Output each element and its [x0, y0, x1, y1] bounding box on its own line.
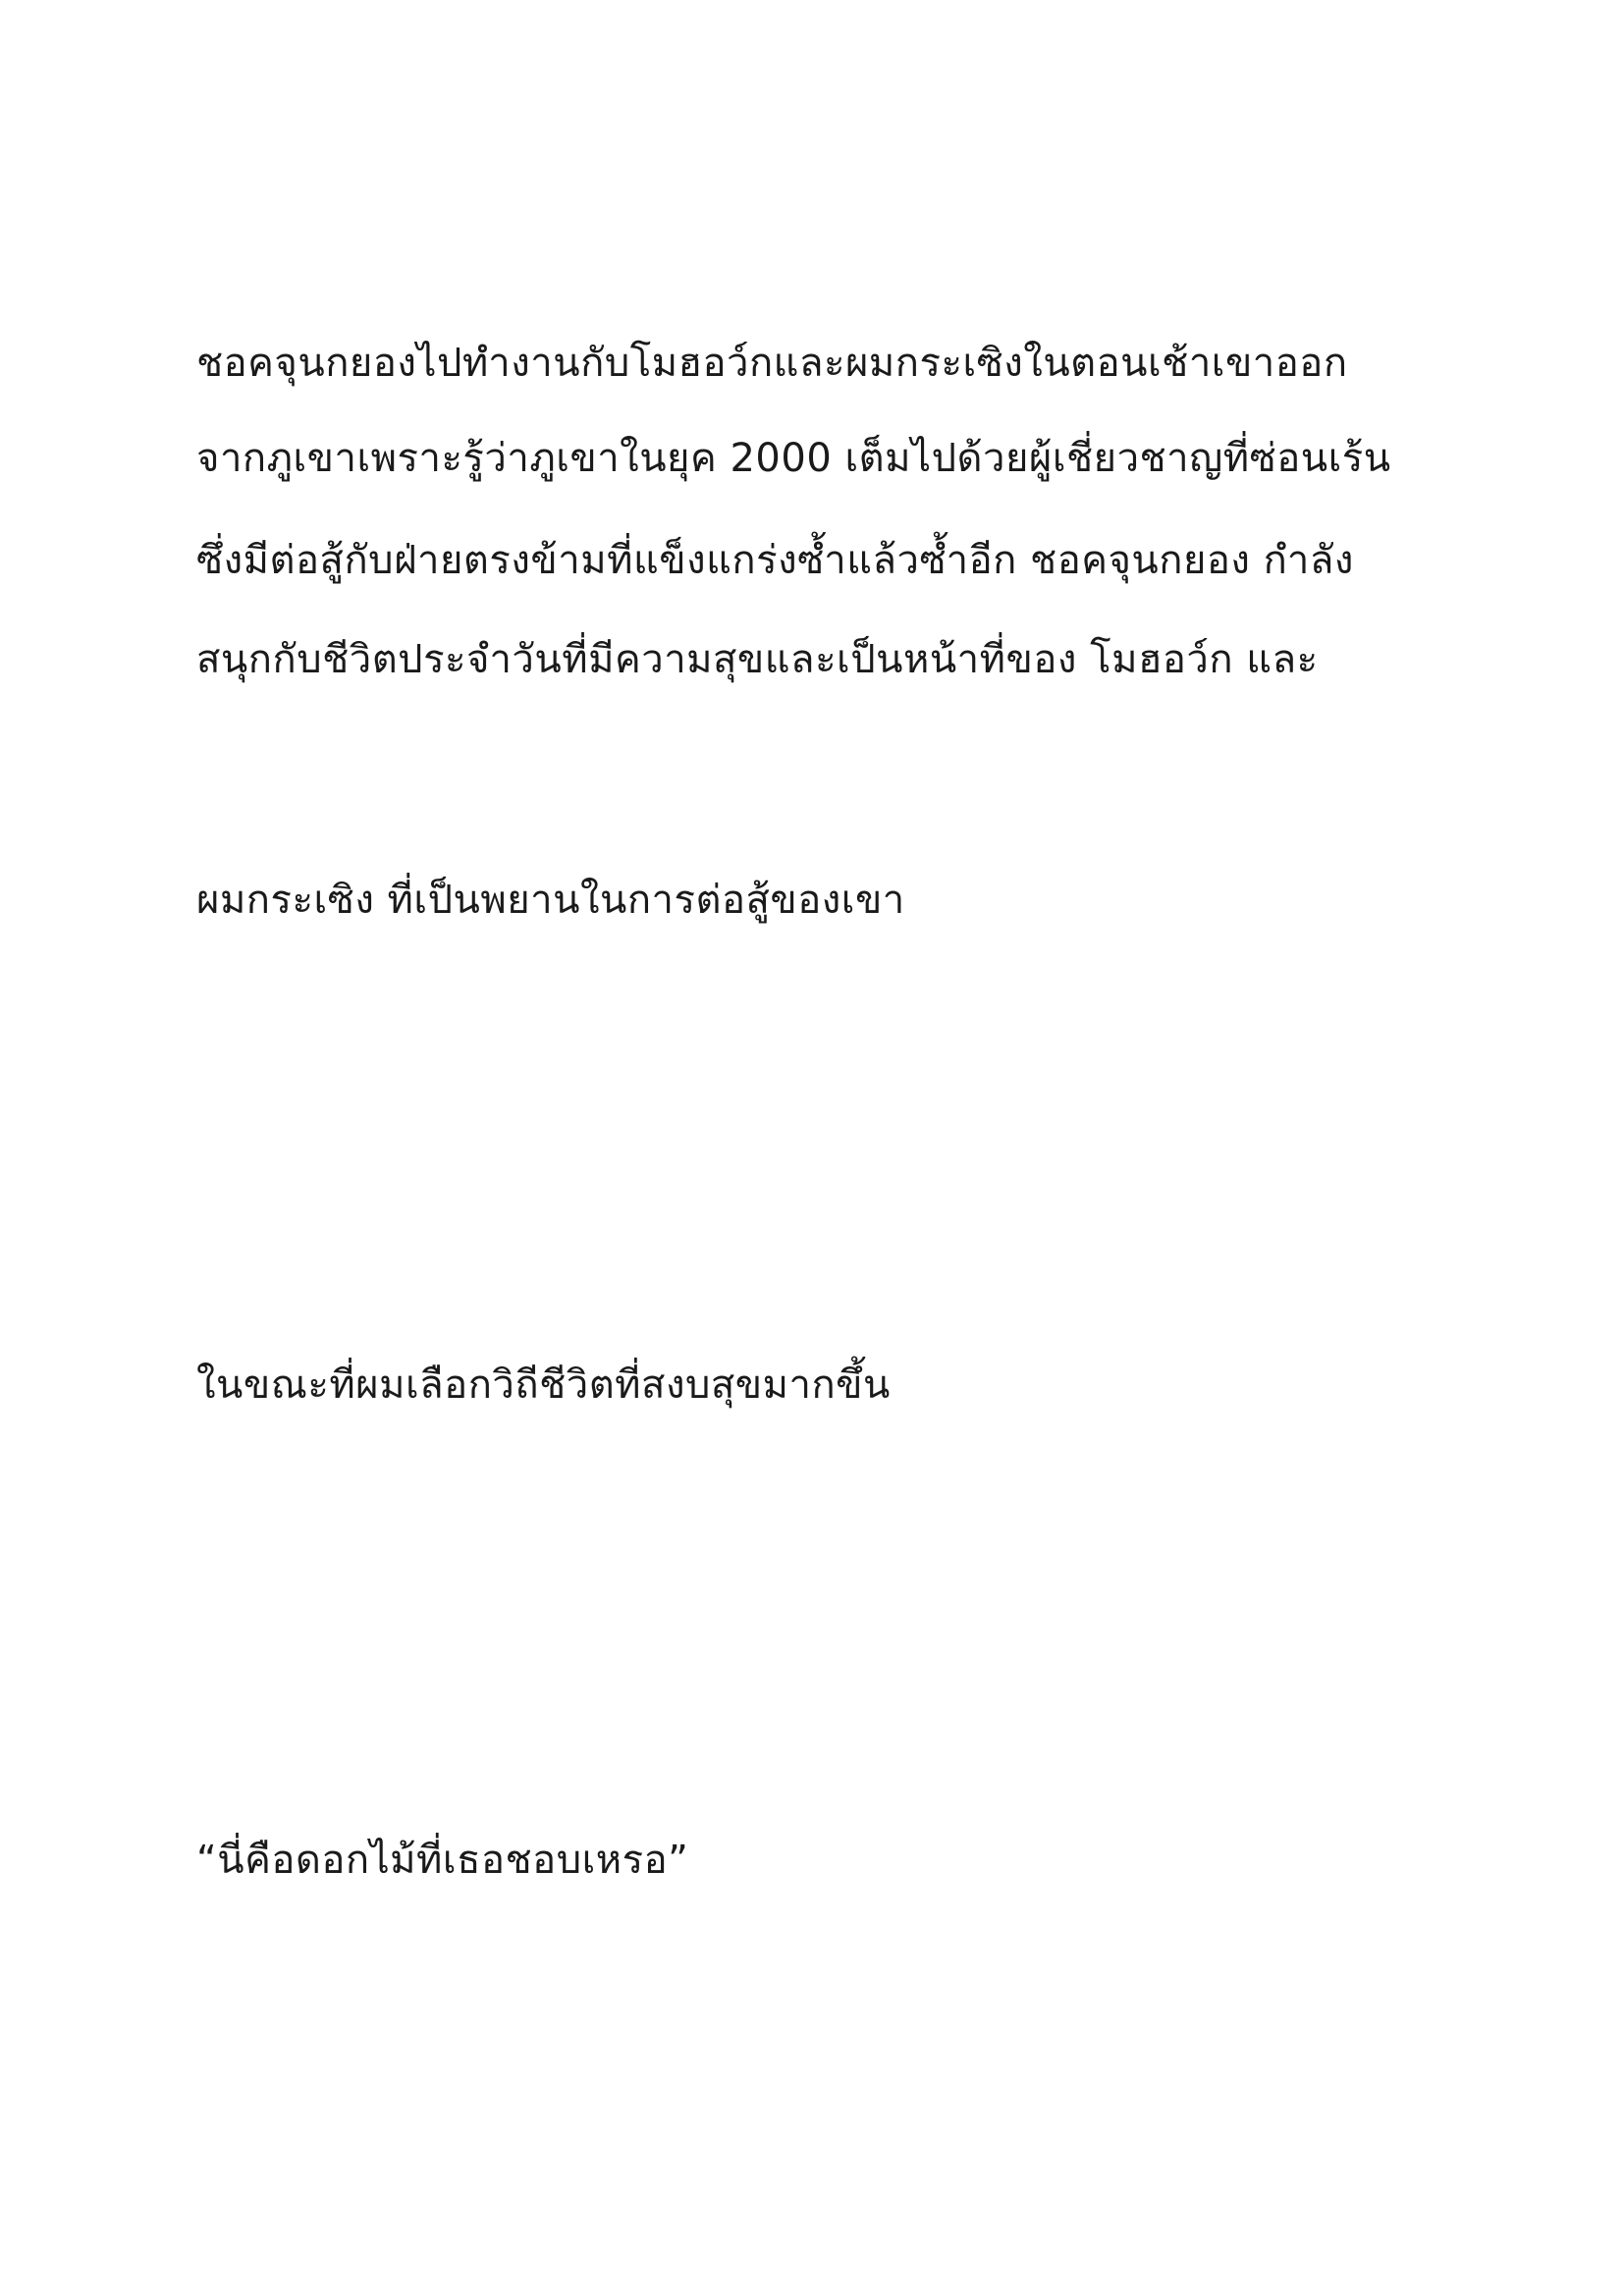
- text-line: สนุกกับชีวิตประจำวันที่มีความสุขและเป็นหน้าที่ของ โมฮอว์ก และ: [196, 637, 1319, 682]
- text-line: ผมกระเซิง ที่เป็นพยานในการต่อสู้ของเขา: [196, 878, 905, 923]
- text-line: ในขณะที่ผมเลือกวิถีชีวิตที่สงบสุขมากขึ้น: [196, 1362, 891, 1408]
- text-line: ชอคจุนกยองไปทำงานกับโมฮอว์กและผมกระเซิงในตอนเช้าเขาออก: [196, 341, 1348, 386]
- text-line: จากภูเขาเพราะรู้ว่าภูเขาในยุค 2000 เต็มไปด้วยผู้เชี่ยวชาญที่ซ่อนเร้น: [196, 436, 1391, 481]
- text-line: ซึ่งมีต่อสู้กับฝ่ายตรงข้ามที่แข็งแกร่งซ้ำแล้วซ้ำอีก ชอคจุนกยอง กำลัง: [196, 538, 1354, 583]
- dialogue-line: “นี่คือดอกไม้ที่เธอชอบเหรอ”: [196, 1838, 689, 1883]
